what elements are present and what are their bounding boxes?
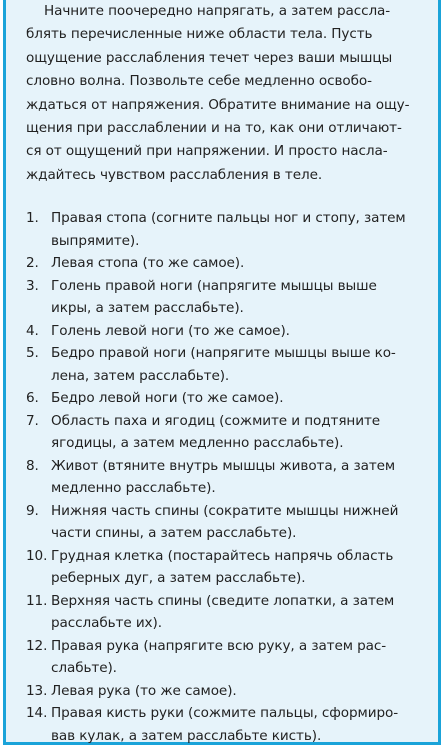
list-item <box>26 500 420 545</box>
step-number: 7. <box>26 412 39 429</box>
step-number: 14. <box>26 705 48 722</box>
intro-line: ощущение расслабления течет через ваши мышцы <box>26 49 393 66</box>
step-text <box>51 680 420 703</box>
list-item <box>26 320 420 343</box>
step-text <box>51 702 420 747</box>
step-text-line: Правая стопа (согните пальцы ног и стопу, затем <box>51 210 406 227</box>
step-text-line: Нижняя часть спины (сократите мышцы нижней <box>51 502 399 519</box>
step-text <box>51 635 420 680</box>
intro-line: ждайтесь чувством расслабления в теле. <box>26 166 323 183</box>
step-text-line: Голень правой ноги (напрягите мышцы выше <box>51 277 377 294</box>
step-text-line: реберных дуг, а затем расслабьте). <box>51 570 306 587</box>
list-item <box>26 702 420 747</box>
step-text-line: ягодицы, а затем медленно расслабьте). <box>51 435 344 452</box>
step-text-line: Верхняя часть спины (сведите лопатки, а затем <box>51 592 395 609</box>
step-text-line: Область паха и ягодиц (сожмите и подтяните <box>51 412 381 429</box>
step-text-line: лена, затем расслабьте). <box>51 367 230 384</box>
step-text-line: расслабьте их). <box>51 615 162 632</box>
step-number: 3. <box>26 277 39 294</box>
step-text-line: Бедро правой ноги (напрягите мышцы выше ко- <box>51 345 396 362</box>
step-text-line: Правая кисть руки (сожмите пальцы, сформиро- <box>51 705 398 722</box>
step-text <box>51 590 420 635</box>
step-text-line: Бедро левой ноги (то же самое). <box>51 390 284 407</box>
intro-line: ждаться от напряжения. Обратите внимание на ощу- <box>26 96 410 113</box>
step-number: 1. <box>26 210 39 227</box>
step-number: 13. <box>26 682 48 699</box>
list-item <box>26 342 420 387</box>
step-text-line: выпрямите). <box>51 232 140 249</box>
step-number: 11. <box>26 592 48 609</box>
list-item <box>26 410 420 455</box>
intro-line: ся от ощущений при напряжении. И просто наслa- <box>26 143 388 160</box>
step-number: 6. <box>26 390 39 407</box>
step-text <box>51 207 420 252</box>
step-text <box>51 455 420 500</box>
step-text-line: Левая стопа (то же самое). <box>51 255 245 272</box>
intro-paragraph <box>26 0 420 187</box>
step-text <box>51 252 420 275</box>
list-item <box>26 680 420 703</box>
intro-line: словно волна. Позвольте себе медленно освобо- <box>26 73 372 90</box>
step-text <box>51 275 420 320</box>
step-text-line: Левая рука (то же самое). <box>51 682 237 699</box>
step-number: 5. <box>26 345 39 362</box>
step-text <box>51 342 420 387</box>
step-text <box>51 545 420 590</box>
step-number: 4. <box>26 322 39 339</box>
intro-line: щения при расслаблении и на то, как они отличают- <box>26 120 402 137</box>
step-text <box>51 500 420 545</box>
step-text-line: Правая рука (напрягите всю руку, а затем рас- <box>51 637 387 654</box>
step-text-line: части спины, а затем расслабьте). <box>51 525 297 542</box>
intro-line: блять перечисленные ниже области тела. Пусть <box>26 26 373 43</box>
list-item <box>26 387 420 410</box>
relaxation-steps-list <box>26 207 420 747</box>
step-number: 8. <box>26 457 39 474</box>
intro-line: Начните поочередно напрягать, а затем рассла- <box>44 3 391 19</box>
step-number: 10. <box>26 547 48 564</box>
step-text <box>51 387 420 410</box>
relaxation-instructions-panel <box>3 0 441 745</box>
step-text <box>51 320 420 343</box>
step-number: 9. <box>26 502 39 519</box>
step-text-line: вав кулак, а затем расслабьте кисть). <box>51 727 322 744</box>
step-text-line: Грудная клетка (постарайтесь напрячь область <box>51 547 394 564</box>
step-number: 12. <box>26 637 48 654</box>
list-item <box>26 207 420 252</box>
step-text-line: икры, а затем расслабьте). <box>51 300 244 317</box>
list-item <box>26 252 420 275</box>
step-number: 2. <box>26 255 39 272</box>
step-text-line: медленно расслабьте). <box>51 480 216 497</box>
list-item <box>26 635 420 680</box>
list-item <box>26 275 420 320</box>
step-text-line: Голень левой ноги (то же самое). <box>51 322 290 339</box>
step-text-line: слабьте). <box>51 660 117 677</box>
list-item <box>26 545 420 590</box>
step-text <box>51 410 420 455</box>
list-item <box>26 455 420 500</box>
step-text-line: Живот (втяните внутрь мышцы живота, а затем <box>51 457 396 474</box>
list-item <box>26 590 420 635</box>
